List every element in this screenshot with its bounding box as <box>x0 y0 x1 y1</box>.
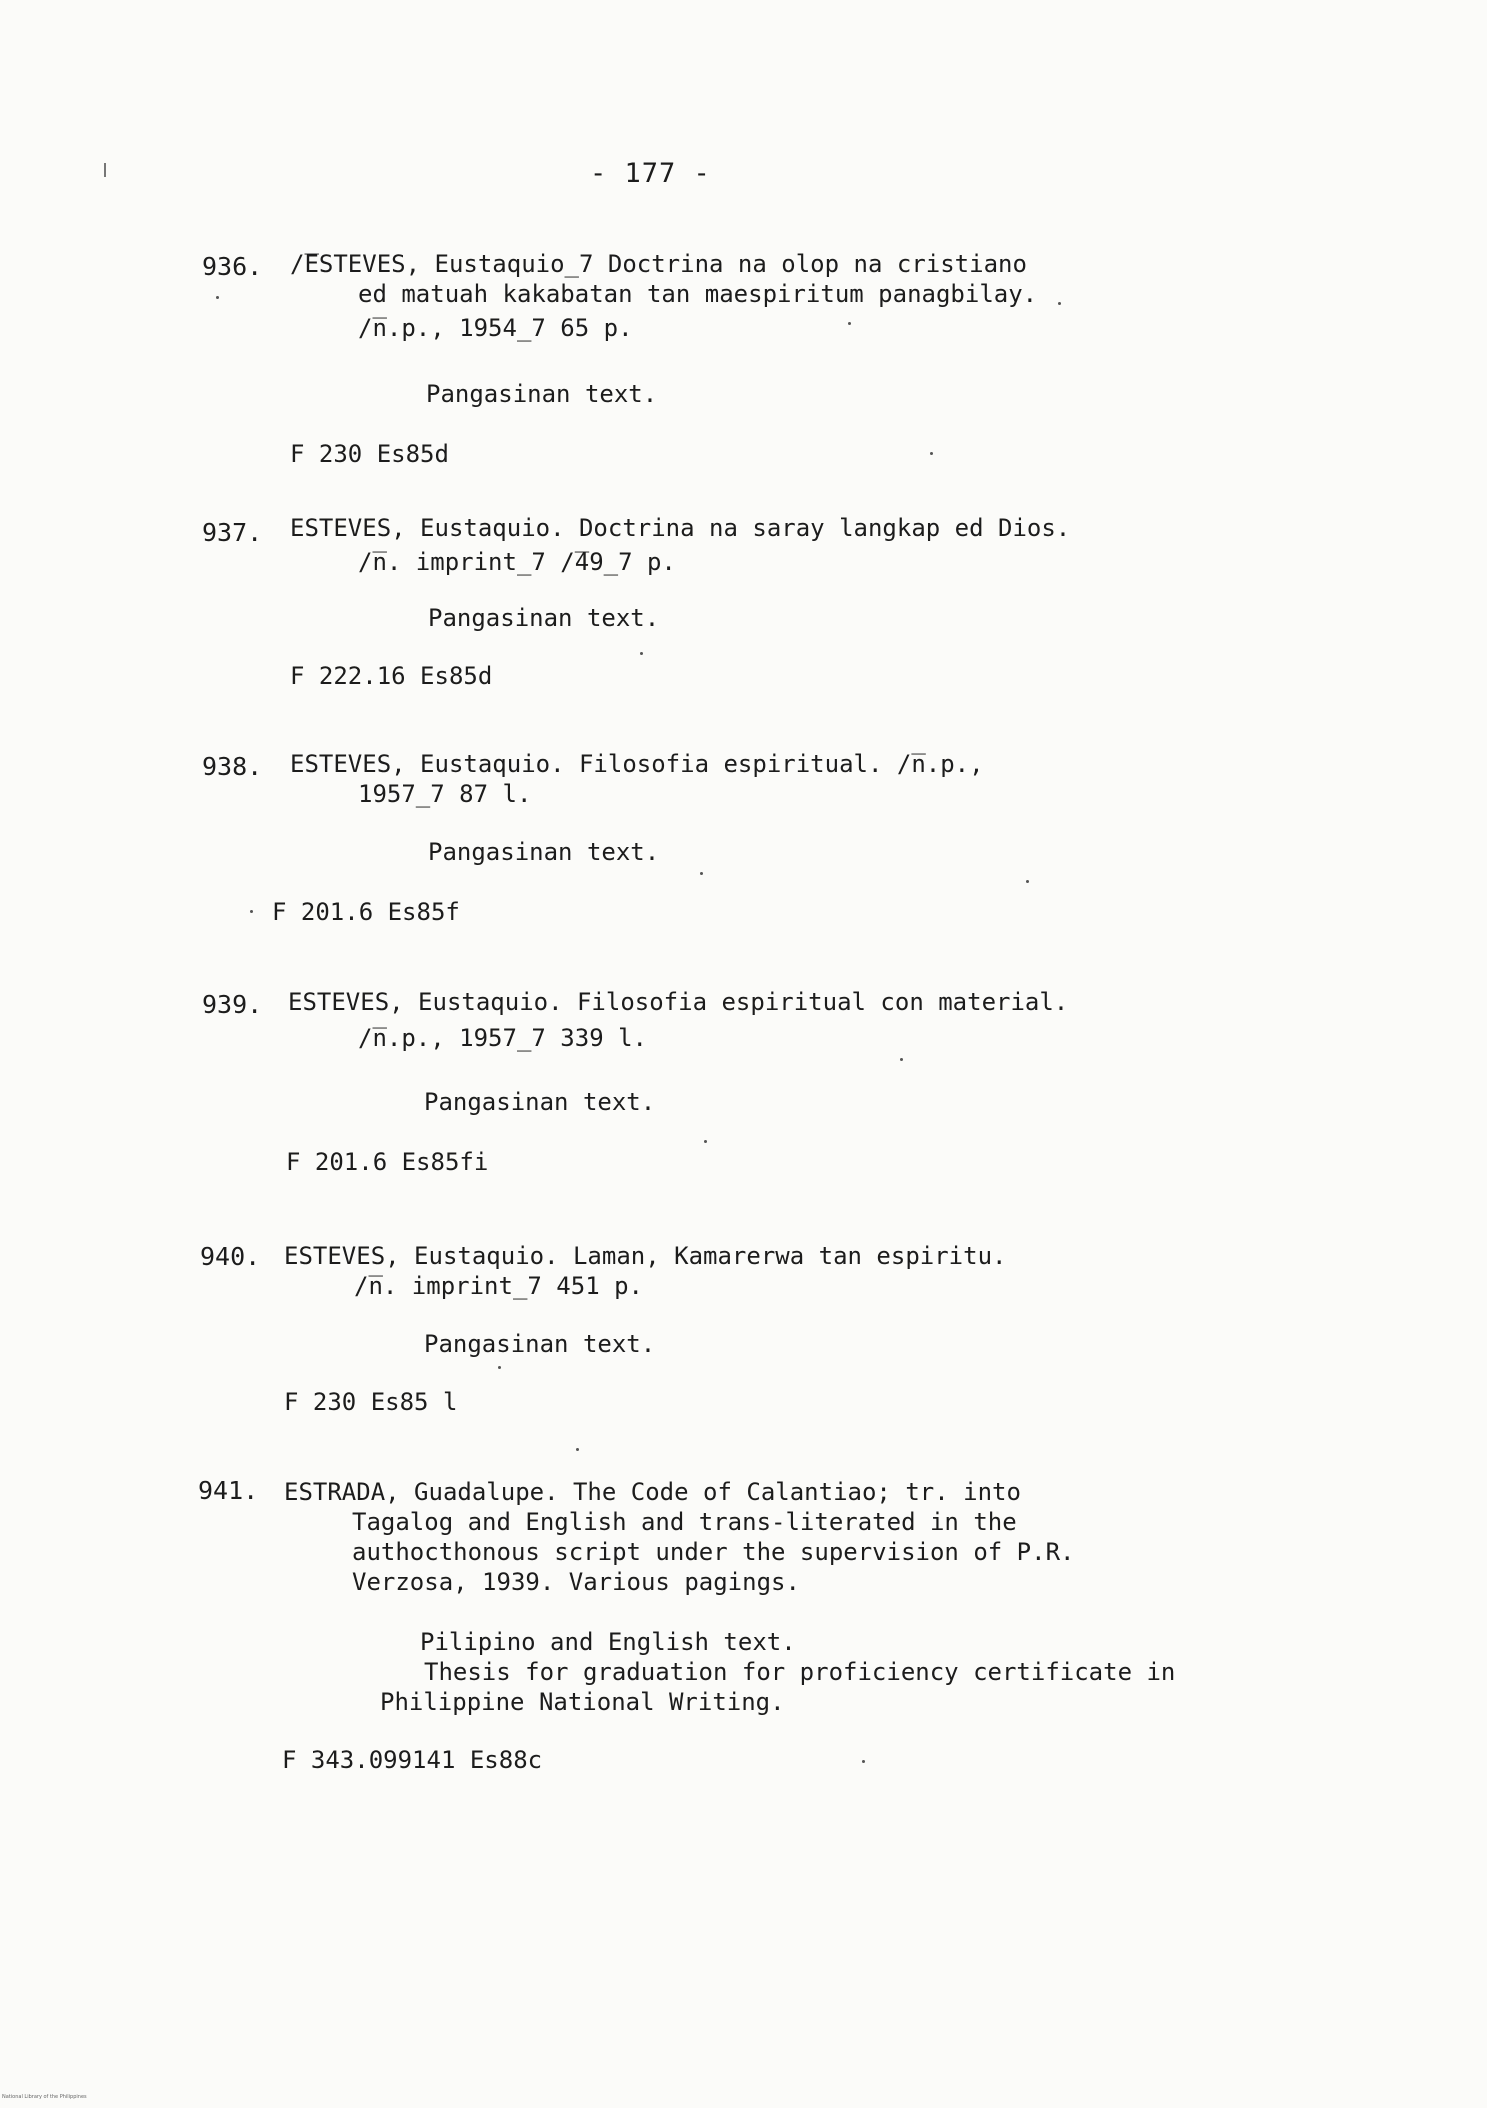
scan-speck <box>1058 302 1061 305</box>
scan-speck <box>930 452 933 455</box>
entry-line: /̅n.p., 1957_7 339 l. <box>358 1024 647 1052</box>
margin-mark <box>104 163 106 177</box>
entry-line: ESTEVES, Eustaquio. Laman, Kamarerwa tan espiritu. <box>284 1242 1007 1270</box>
entry-note: Pangasinan text. <box>426 380 658 408</box>
entry-line: ESTEVES, Eustaquio. Filosofia espiritual con material. <box>288 988 1069 1016</box>
entry-line: Verzosa, 1939. Various pagings. <box>352 1568 800 1596</box>
scan-speck <box>900 1058 903 1061</box>
entry-number: 938. <box>202 752 263 781</box>
entry-note: Philippine National Writing. <box>380 1688 785 1716</box>
scan-speck <box>700 872 703 875</box>
entry-line: ESTRADA, Guadalupe. The Code of Calantiao; tr. into <box>284 1478 1021 1506</box>
entry-line: /̅n. imprint_7 451 p. <box>354 1272 643 1300</box>
call-number: F 343.099141 Es88c <box>282 1746 543 1774</box>
entry-number: 939. <box>202 990 263 1019</box>
entry-line: 1957_7 87 l. <box>358 780 532 808</box>
entry-note: Pangasinan text. <box>428 838 660 866</box>
scan-speck <box>216 296 219 299</box>
entry-line: ESTEVES, Eustaquio. Doctrina na saray langkap ed Dios. <box>290 514 1071 542</box>
scan-speck <box>1026 880 1029 883</box>
call-number: F 230 Es85 l <box>284 1388 458 1416</box>
scan-speck <box>250 910 253 913</box>
entry-line: authocthonous script under the supervision of P.R. <box>352 1538 1075 1566</box>
call-number: F 230 Es85d <box>290 440 449 468</box>
entry-note: Pangasinan text. <box>428 604 660 632</box>
call-number: F 222.16 Es85d <box>290 662 493 690</box>
entry-line: /̅n.p., 1954_7 65 p. <box>358 314 633 342</box>
entry-line: ESTEVES, Eustaquio. Filosofia espiritual. /̅n.p., <box>290 750 984 778</box>
call-number: F 201.6 Es85fi <box>286 1148 489 1176</box>
entry-note: Pangasinan text. <box>424 1330 656 1358</box>
page-number: - 177 - <box>590 158 711 189</box>
entry-line: /̅n. imprint_7 /̅49_7 p. <box>358 548 676 576</box>
entry-note: Pangasinan text. <box>424 1088 656 1116</box>
scan-speck <box>862 1760 865 1763</box>
entry-number: 937. <box>202 518 263 547</box>
entry-number: 940. <box>200 1242 261 1271</box>
entry-note: Thesis for graduation for proficiency certificate in <box>424 1658 1176 1686</box>
scan-speck <box>640 652 643 655</box>
scan-speck <box>704 1140 707 1143</box>
call-number: F 201.6 Es85f <box>272 898 460 926</box>
entry-line: ed matuah kakabatan tan maespiritum panagbilay. <box>358 280 1038 308</box>
entry-note: Pilipino and English text. <box>420 1628 796 1656</box>
entry-number: 941. <box>198 1476 259 1505</box>
scan-speck <box>848 322 851 325</box>
entry-line: Tagalog and English and trans-literated in the <box>352 1508 1017 1536</box>
entry-number: 936. <box>202 252 263 281</box>
scan-speck <box>576 1448 579 1451</box>
archive-footer: National Library of the Philippines <box>2 2094 87 2100</box>
entry-line: /̅ESTEVES, Eustaquio_7 Doctrina na olop na cristiano <box>290 250 1027 278</box>
scan-speck <box>498 1366 501 1369</box>
